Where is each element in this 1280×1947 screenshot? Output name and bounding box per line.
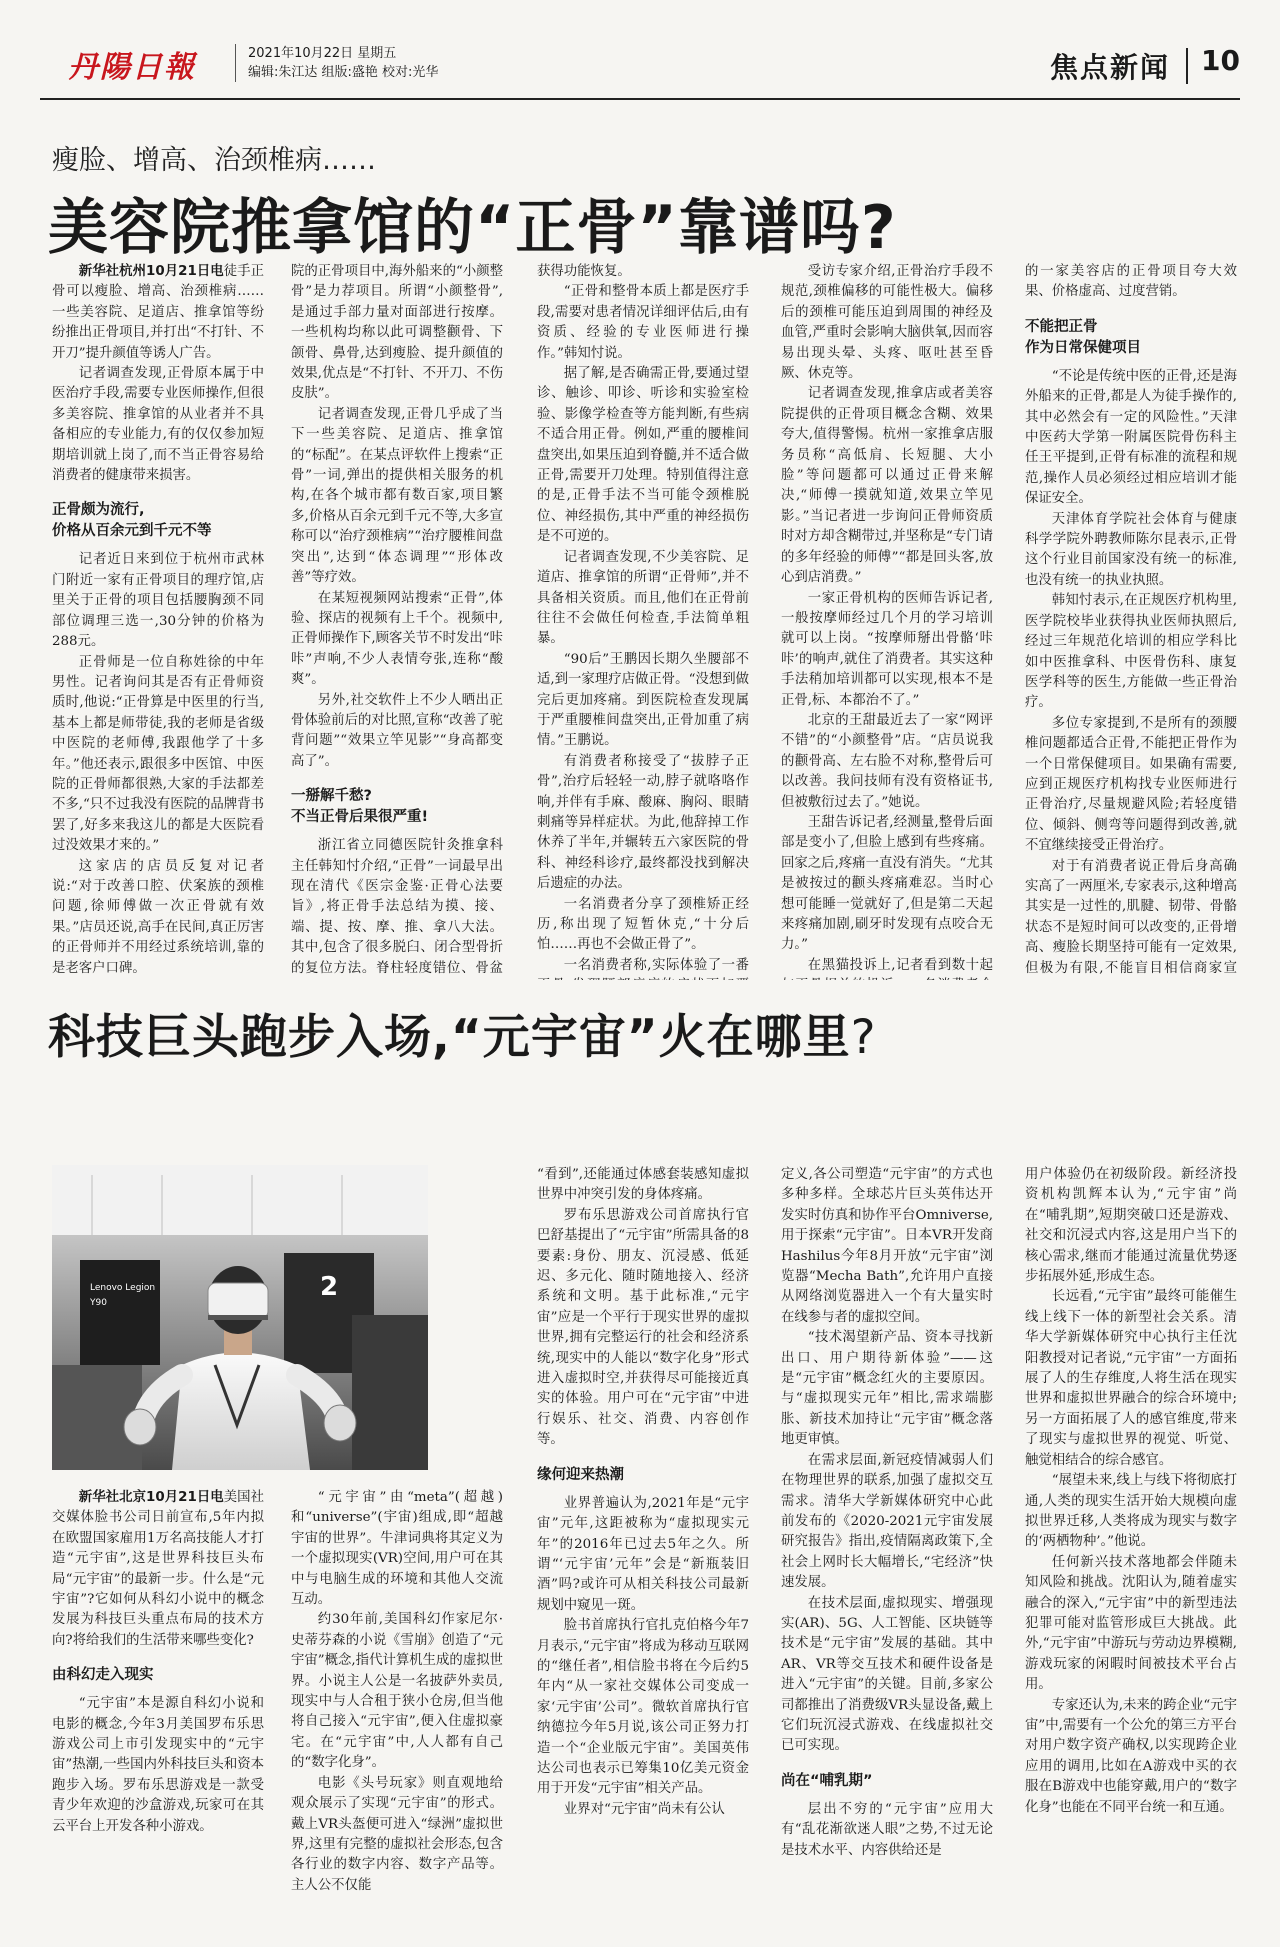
paragraph: 获得功能恢复。 [537, 264, 631, 279]
article1-column-5 [1025, 262, 1237, 980]
paragraph: 一名消费者称,实际体验了一番 [563, 957, 749, 973]
paragraph: 专家还认为,未来的跨企业“元宇宙”中,需要有一个公允的第三方平台对用户数字资产确权,以实现跨企业应用的调用,比如在A游戏中买的衣服在B游戏中也能穿戴,用户的“数字化身”也能在不同平台统一和互通。 [1025, 1697, 1237, 1815]
paragraph: 约30年前,美国科幻作家尼尔·史蒂芬森的小说《雪崩》创造了“元宇宙”概念,指代计算机生成的虚拟世界。小说主人公是一名披萨外卖员,现实中与人合租于狭小仓房,但当他将自己接入“元宇宙”,便入住虚拟豪宅。在“元宇宙”中,人人都有自己的“数字化身”。 [291, 1612, 503, 1771]
paragraph: 徒手正骨可以瘦脸、增高、治颈椎病……一些美容院、足道店、推拿馆等纷纷推出正骨项目,并打出“不打针、不开刀”提升颜值等诱人广告。 [52, 264, 264, 361]
svg-text:Y90: Y90 [90, 1298, 107, 1308]
editors-line: 编辑:朱江达 组版:盛艳 校对:光华 [248, 65, 439, 80]
paragraph: 脸书首席执行官扎克伯格今年7月表示,“元宇宙”将成为移动互联网的“继任者”,相信脸书将在今后约5年内“从一家社交媒体公司变成一家‘元宇宙’公司”。微软首席执行官纳德拉今年5月说,该公司正努力打造一个“企业版元宇宙”。美国英伟达公司也表示已筹集10亿美元资金用于开发“元宇宙”相关产品。 [537, 1618, 749, 1797]
paragraph: 这家店的店员反复对记者说:“对于改善口腔、伏案族的颈椎问题,徐师傅做一次正骨就有效果。”店员还说,高手在民间,真正厉害的正骨师并不用经过系统培训,靠的是老客户口碑。 [52, 858, 264, 976]
paragraph: 业界普遍认为,2021年是“元宇宙”元年,这距被称为“虚拟现实元年”的2016年已过去5年之久。所谓“‘元宇宙’元年”会是“新瓶装旧酒”吗?或许可从相关科技公司最新规划中窥见一斑。 [537, 1495, 749, 1613]
paragraph: 天津体育学院社会体育与健康科学学院外聘教师陈尔昆表示,正骨这个行业目前国家没有统一的标准,也没有统一的执业执照。 [1025, 511, 1237, 588]
paragraph: 罗布乐思游戏公司首席执行官巴舒基提出了“元宇宙”所需具备的8要素:身份、朋友、沉浸感、低延迟、多元化、随时随地接入、经济系统和文明。基于此标准,“元宇宙”应是一个平行于现实世界的虚拟世界,拥有完整运行的社会和经济系统,现实中的人能以“数字化身”形式进入虚拟时空,并获得尽可能接近真实的体验。用户可在“元宇宙”中进行娱乐、社交、消费、内容创作等。 [537, 1207, 749, 1448]
subheading: 缘何迎来热潮 [537, 1466, 624, 1483]
article1-kicker: 瘦脸、增高、治颈椎病…… [52, 145, 376, 176]
paragraph: 的一家美容店的正骨项目夸大效果、价格虚高、过度营销。 [1025, 264, 1237, 300]
masthead-info [235, 44, 438, 82]
paragraph: 另外,社交软件上不少人晒出正骨体验前后的对比照,宣称“改善了驼背问题”“效果立竿见影”“身高都变高了”。 [291, 692, 503, 769]
paragraph: “技术渴望新产品、资本寻找新出口、用户期待新体验”——这是“元宇宙”概念红火的主要原因。与“虚拟现实元年”相比,需求端膨胀、新技术加持让“元宇宙”概念落地更审慎。 [781, 1330, 993, 1448]
paragraph: 在黑猫投诉上,记者看到数十起 [807, 957, 993, 973]
paragraph: “看到”,还能通过体感套装感知虚拟世界中冲突引发的身体疼痛。 [537, 1167, 749, 1203]
paragraph: 王甜告诉记者,经测量,整骨后面部是变小了,但脸上感到有些疼痛。回家之后,疼痛一直没有消失。“尤其是被按过的颧头疼痛难忍。当时心想可能睡一觉就好了,但是第二天起来疼痛加剧,刷牙时发现有点咬合无力。” [781, 814, 993, 953]
paragraph: 长远看,“元宇宙”最终可能催生线上线下一体的新型社会关系。清华大学新媒体研究中心执行主任沈阳教授对记者说,“元宇宙”一方面拓展了人的生存维度,人将生活在现实世界和虚拟世界融合的综合环境中;另一方面拓展了人的感官维度,带来了现实与虚拟世界的视觉、听觉、触觉相结合的综合感官。 [1025, 1289, 1237, 1468]
paragraph: 记者近日来到位于杭州市武林门附近一家有正骨项目的理疗馆,店里关于正骨的项目包括腰胸颈不同部位调理三选一,30分钟的价格为288元。 [52, 552, 264, 650]
paragraph: 一名消费者分享了颈椎矫正经历,称出现了短暂休克,“十分后怕……再也不会做正骨了”。 [537, 896, 749, 953]
paragraph: “正骨和整骨本质上都是医疗手段,需要对患者情况详细评估后,由有资质、经验的专业医师进行操作。”韩知忖说。 [537, 284, 749, 361]
paragraph: 受访专家介绍,正骨治疗手段不规范,颈椎偏移的可能性极大。偏移后的颈椎可能压迫到周围的神经及血管,严重时会影响大脑供氧,因而容易出现头晕、头疼、呕吐甚至昏厥、休克等。 [781, 264, 993, 382]
paragraph: 据了解,是否确需正骨,要通过望诊、触诊、叩诊、听诊和实验室检验、影像学检查等方能判断,有些病不适合用正骨。例如,严重的腰椎间盘突出,如果压迫到脊髓,并不适合做正骨,需要开刀处理。特别值得注意的是,正骨手法不当可能令颈椎脱位、神经损伤,其中严重的神经损伤是不可逆的。 [537, 366, 749, 545]
paragraph: 有消费者称接受了“拔脖子正骨”,治疗后轻轻一动,脖子就咯咯作响,并伴有手麻、酸麻、胸闷、眼睛刺痛等异样症状。为此,他辞掉工作休养了半年,并辗转五六家医院的骨科、神经科诊疗,最终都没找到解决后遗症的办法。 [537, 753, 749, 892]
vr-headset-photo [52, 1165, 428, 1470]
dateline: 新华社杭州10月21日电 [78, 264, 224, 279]
page-number: 10 [1201, 44, 1240, 77]
section-divider [1186, 48, 1188, 84]
paragraph: “元宇宙”由“meta”(超越)和“universe”(宇宙)组成,即“超越宇宙的世界”。牛津词典将其定义为一个虚拟现实(VR)空间,用户可在其中与电脑生成的环境和其他人交流互动。 [291, 1490, 503, 1608]
section-name: 焦点新闻 [1049, 51, 1170, 84]
newspaper-logo: 丹陽日報 [68, 50, 196, 85]
article2-column-3 [537, 1165, 749, 1908]
paragraph: “不论是传统中医的正骨,还是海外船来的正骨,都是人为徒手操作的,其中必然会有一定的风险性。”天津中医药大学第一附属医院骨伤科主任王平提到,正骨有标准的流程和规范,操作人员必须经过相应培训才能保证安全。 [1025, 368, 1237, 507]
paragraph: 对于有消费者说正骨后身高确实高了一两厘米,专家表示,这种增高其实是一过性的,肌腱、韧带、骨骼状态不是短时间可以改变的,正骨增高、瘦脸长期坚持可能有一定效果,但极为有限,不能盲目相信商家宣 [1025, 858, 1237, 976]
subheading: 不能把正骨 作为日常保健项目 [1025, 318, 1141, 356]
paragraph: 正骨师是一位自称姓徐的中年男性。记者询问其是否有正骨师资质时,他说:“正骨算是中医里的行当,基本上都是师带徒,我的老师是省级中医院的老师傅,我跟他学了十多年。”他还表示,跟很多中医馆、中医院的正骨师都很熟,大家的手法都差不多,“只不过我没有医院的品牌背书罢了,好多来我这儿的都是大医院看过没效果才来的。” [52, 654, 264, 854]
paragraph: 电影《头号玩家》则直观地给观众展示了实现“元宇宙”的形式。戴上VR头盔便可进入“绿洲”虚拟世界,这里有完整的虚拟社会形态,包含各行业的数字内容、数字产品等。主人公不仅能 [291, 1775, 503, 1893]
article1-column-1 [52, 262, 264, 980]
paragraph: 任何新兴技术落地都会伴随未知风险和挑战。沈阳认为,随着虚实融合的深入,“元宇宙”中的新型违法犯罪可能对监管形成巨大挑战。此外,“元宇宙”中游玩与劳动边界模糊,游戏玩家的闲暇时间被技术平台占用。 [1025, 1554, 1237, 1693]
paragraph: 用户体验仍在初级阶段。新经济投资机构凯辉本认为,“元宇宙”尚在“哺乳期”,短期突破口还是游戏、社交和沉浸式内容,这是用户当下的核心需求,继而才能通过流量优势逐步拓展外延,形成生态。 [1025, 1167, 1237, 1285]
svg-text:Lenovo Legion: Lenovo Legion [90, 1283, 156, 1293]
article1-headline: 美容院推拿馆的“正骨”靠谱吗? [48, 193, 897, 263]
paragraph: 北京的王甜最近去了一家“网评不错”的“小颜整骨”店。“店员说我的颧骨高、左右脸不对称,整骨后可以改善。我问技师有没有资格证书,但被敷衍过去了。”她说。 [781, 712, 993, 810]
article2-column-4 [781, 1165, 993, 1908]
paragraph: 院的正骨项目中,海外船来的“小颜整骨”是力荐项目。所谓“小颜整骨”,是通过手部力量对面部进行按摩。一些机构均称以此可调整颧骨、下颌骨、鼻骨,达到瘦脸、提升颜值的效果,优点是“不打针、不开刀、不伤皮肤”。 [291, 264, 503, 402]
article1-column-2 [291, 262, 503, 980]
article2-column-2 [291, 1488, 503, 1908]
article2-column-1 [52, 1488, 264, 1908]
vr-headset-illustration [52, 1165, 428, 1470]
paragraph: 美国社交媒体脸书公司日前宣布,5年内拟在欧盟国家雇用1万名高技能人才打造“元宇宙”,这是世界科技巨头布局“元宇宙”的最新一步。什么是“元宇宙”?它如何从科幻小说中的概念发展为科技巨头重点布局的技术方向?将给我们的生活带来哪些变化? [52, 1490, 264, 1648]
subheading: 一掰解千愁? 不当正骨后果很严重! [291, 788, 429, 826]
paragraph: 记者调查发现,推拿店或者美容院提供的正骨项目概念含糊、效果夸大,值得警惕。杭州一家推拿店服务员称“高低肩、长短腿、大小脸”等问题都可以通过正骨来解决,“师傅一摸就知道,效果立竿见影。”当记者进一步询问正骨师资质时对方却含糊带过,并坚称是“专门请的多年经验的师傅”“都是回头客,放心到店消费。” [781, 386, 993, 586]
paragraph: 记者调查发现,不少美容院、足道店、推拿馆的所谓“正骨师”,并不具备相关资质。而且,他们在正骨前往往不会做任何检查,手法简单粗暴。 [537, 549, 749, 647]
subheading: 正骨颇为流行, 价格从百余元到千元不等 [52, 502, 212, 540]
paragraph [52, 979, 264, 980]
paragraph: 层出不穷的“元宇宙”应用大有“乱花渐欲迷人眼”之势,不过无论是技术水平、内容供给还是 [781, 1801, 993, 1858]
paragraph: 多位专家提到,不是所有的颈腰椎问题都适合正骨,不能把正骨作为一个日常保健项目。如果确有需要,应到正规医疗机构找专业医师进行正骨治疗,尽量规避风险;若轻度错位、倾斜、侧弯等问题得到改善,就不宜继续接受正骨治疗。 [1025, 715, 1237, 854]
paragraph: 在技术层面,虚拟现实、增强现实(AR)、5G、人工智能、区块链等技术是“元宇宙”发展的基础。其中AR、VR等交互技术和硬件设备是进入“元宇宙”的关键。目前,多家公司都推出了消费级VR头显设备,戴上它们玩沉浸式游戏、在线虚拟社交已可实现。 [781, 1595, 993, 1754]
issue-date: 2021年10月22日 星期五 [248, 46, 397, 61]
masthead [40, 40, 1240, 100]
article1-column-4 [781, 262, 993, 980]
paragraph: “元宇宙”本是源自科幻小说和电影的概念,今年3月美国罗布乐思游戏公司上市引发现实中的“元宇宙”热潮,一些国内外科技巨头和资本跑步入场。罗布乐思游戏是一款受青少年欢迎的沙盒游戏,玩家可在其云平台上开发各种小游戏。 [52, 1696, 264, 1834]
paragraph: 定义,各公司塑造“元宇宙”的方式也多种多样。全球芯片巨头英伟达开发实时仿真和协作平台Omniverse,用于探索“元宇宙”。日本VR开发商Hashilus今年8月开放“元宇宙”浏览器“Mecha Bath”,允许用户直接从网络浏览器进入一个有大量实时在线参与者的虚拟空间。 [781, 1167, 993, 1325]
article2-headline: 科技巨头跑步入场,“元宇宙”火在哪里? [48, 1010, 877, 1065]
article1-column-3 [537, 262, 749, 980]
article2-column-5 [1025, 1165, 1237, 1908]
paragraph: 记者调查发现,正骨原本属于中医治疗手段,需要专业医师操作,但很多美容院、推拿馆的从业者并不具备相应的专业能力,有的仅仅参加短期培训就上岗了,而不当正骨容易给消费者的健康带来损害。 [52, 366, 264, 484]
paragraph: “展望未来,线上与线下将彻底打通,人类的现实生活开始大规模向虚拟世界迁移,人类将成为现实与数字的‘两栖物种’。”他说。 [1025, 1473, 1237, 1550]
svg-text:2: 2 [320, 1272, 339, 1302]
paragraph: 业界对“元宇宙”尚未有公认 [563, 1801, 725, 1817]
subheading: 尚在“哺乳期” [781, 1772, 873, 1789]
paragraph: 在某短视频网站搜索“正骨”,体验、探店的视频有上千个。视频中,正骨师操作下,顾客关节不时发出“咔咔”声响,不少人表情夸张,连称“酸爽”。 [291, 590, 503, 688]
subheading: 由科幻走入现实 [52, 1667, 154, 1684]
paragraph: 浙江省立同德医院针灸推拿科主任韩知忖介绍,“正骨”一词最早出现在清代《医宗金鉴·正骨心法要旨》,将正骨手法总结为摸、接、端、提、按、摩、推、拿八大法。其中,包含了很多脱臼、闭合型骨折的复位方法。脊柱轻度错位、骨盆 [291, 838, 503, 976]
paragraph: 在需求层面,新冠疫情减弱人们在物理世界的联系,加强了虚拟交互需求。清华大学新媒体研究中心此前发布的《2020-2021元宇宙发展研究报告》指出,疫情隔离政策下,全社会上网时长大幅增长,“宅经济”快速发展。 [781, 1452, 993, 1591]
paragraph: 韩知忖表示,在正规医疗机构里,医学院校毕业获得执业医师执照后,经过三年规范化培训的相应学科比如中医推拿科、中医骨伤科、康复医学科等的医生,方能做一些正骨治疗。 [1025, 593, 1237, 711]
paragraph: 记者调查发现,正骨几乎成了当下一些美容院、足道店、推拿馆的“标配”。在某点评软件上搜索“正骨”一词,弹出的提供相关服务的机构,在各个城市都有数百家,项目繁多,价格从百余元到千元不等,大多宣称可以“治疗颈椎病”“治疗腰椎间盘突出”,达到“体态调理”“形体改善”等疗效。 [291, 406, 503, 586]
paragraph: “90后”王鹏因长期久坐腰部不适,到一家理疗店做正骨。“没想到做完后更加疼痛。到医院检查发现属于严重腰椎间盘突出,正骨加重了病情。”王鹏说。 [537, 651, 749, 749]
dateline: 新华社北京10月21日电 [78, 1490, 224, 1505]
paragraph: 一家正骨机构的医师告诉记者,一般按摩师经过几个月的学习培训就可以上岗。“按摩师掰出骨骼‘咔咔’的响声,就住了消费者。其实这种手法稍加培训都可以实现,根本不是正骨,标、本都治不了。” [781, 590, 993, 708]
